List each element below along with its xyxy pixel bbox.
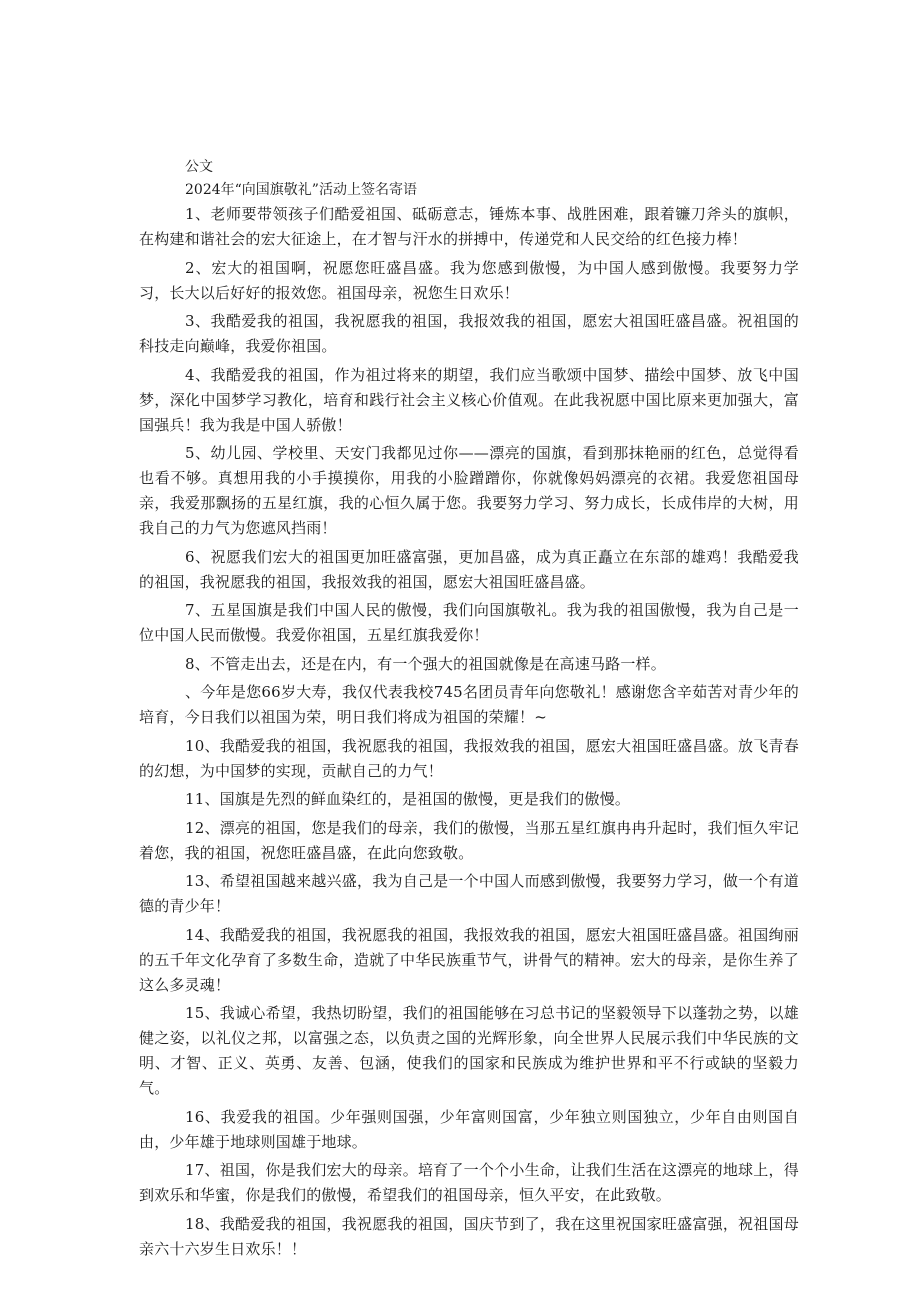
paragraph: 、今年是您66岁大寿，我仅代表我校745名团员青年向您敬礼！感谢您含辛茹苦对青少年的培育，今日我们以祖国为荣，明日我们将成为祖国的荣耀！~ [139, 683, 799, 726]
paragraph: 1、老师要带领孩子们酷爱祖国、砥砺意志，锤炼本事、战胜困难，跟着镰刀斧头的旗帜，在构建和谐社会的宏大征途上，在才智与汗水的拼搏中，传递党和人民交给的红色接力棒！ [139, 205, 799, 248]
document-category: 公文 [185, 159, 213, 175]
paragraph: 17、祖国，你是我们宏大的母亲。培育了一个个小生命，让我们生活在这漂亮的地球上，得到欢乐和华蜜，你是我们的傲慢，希望我们的祖国母亲，恒久平安，在此致敬。 [139, 1161, 799, 1204]
paragraph: 12、漂亮的祖国，您是我们的母亲，我们的傲慢，当那五星红旗冉冉升起时，我们恒久牢记着您，我的祖国，祝您旺盛昌盛，在此向您致敬。 [139, 818, 799, 862]
document-body [139, 156, 799, 1265]
paragraph: 5、幼儿园、学校里、天安门我都见过你——漂亮的国旗，看到那抹艳丽的红色，总觉得看也看不够。真想用我的小手摸摸你，用我的小脸蹭蹭你，你就像妈妈漂亮的衣裙。我爱您祖国母亲，我爱那飘扬的五星红旗，我的心恒久属于您。我要努力学习、努力成长，长成伟岸的大树，用我自己的力气为您遮风挡雨！ [139, 444, 799, 537]
paragraph: 15、我诚心希望，我热切盼望，我们的祖国能够在习总书记的坚毅领导下以蓬勃之势，以雄健之姿，以礼仪之邦，以富强之态，以负责之国的光辉形象，向全世界人民展示我们中华民族的文明、才智、正义、英勇、友善、包涵，使我们的国家和民族成为维护世界和平不行或缺的坚毅力气。 [139, 1004, 799, 1097]
paragraph: 16、我爱我的祖国。少年强则国强，少年富则国富，少年独立则国独立，少年自由则国自由，少年雄于地球则国雄于地球。 [139, 1107, 799, 1151]
paragraph: 8、不管走出去，还是在内，有一个强大的祖国就像是在高速马路一样。 [185, 654, 666, 673]
paragraph: 7、五星国旗是我们中国人民的傲慢，我们向国旗敬礼。我为我的祖国傲慢，我为自己是一位中国人民而傲慢。我爱你祖国，五星红旗我爱你！ [139, 601, 799, 644]
paragraph: 3、我酷爱我的祖国，我祝愿我的祖国，我报效我的祖国，愿宏大祖国旺盛昌盛。祝祖国的科技走向巅峰，我爱你祖国。 [139, 312, 799, 355]
paragraph: 13、希望祖国越来越兴盛，我为自己是一个中国人而感到傲慢，我要努力学习，做一个有道德的青少年！ [139, 872, 799, 915]
paragraph: 10、我酷爱我的祖国，我祝愿我的祖国，我报效我的祖国，愿宏大祖国旺盛昌盛。放飞青春的幻想，为中国梦的实现，贡献自己的力气！ [139, 736, 799, 780]
paragraph: 11、国旗是先烈的鲜血染红的，是祖国的傲慢，更是我们的傲慢。 [185, 790, 631, 808]
paragraph: 18、我酷爱我的祖国，我祝愿我的祖国，国庆节到了，我在这里祝国家旺盛富强，祝祖国母亲六十六岁生日欢乐！！ [139, 1214, 799, 1258]
paragraph: 4、我酷爱我的祖国，作为祖过将来的期望，我们应当歌颂中国梦、描绘中国梦、放飞中国梦，深化中国梦学习教化，培育和践行社会主义核心价值观。在此我祝愿中国比原来更加强大，富国强兵！我为我是中国人骄傲！ [139, 365, 799, 434]
paragraph: 2、宏大的祖国啊，祝愿您旺盛昌盛。我为您感到傲慢，为中国人感到傲慢。我要努力学习，长大以后好好的报效您。祖国母亲，祝您生日欢乐！ [139, 258, 799, 302]
paragraph: 14、我酷爱我的祖国，我祝愿我的祖国，我报效我的祖国，愿宏大祖国旺盛昌盛。祖国绚丽的五千年文化孕育了多数生命，造就了中华民族重节气，讲骨气的精神。宏大的母亲，是你生养了这么多灵魂！ [139, 925, 799, 994]
paragraph: 6、祝愿我们宏大的祖国更加旺盛富强，更加昌盛，成为真正矗立在东部的雄鸡！我酷爱我的祖国，我祝愿我的祖国，我报效我的祖国，愿宏大祖国旺盛昌盛。 [139, 547, 799, 591]
document-title: 2024年“向国旗敬礼”活动上签名寄语 [185, 182, 417, 198]
